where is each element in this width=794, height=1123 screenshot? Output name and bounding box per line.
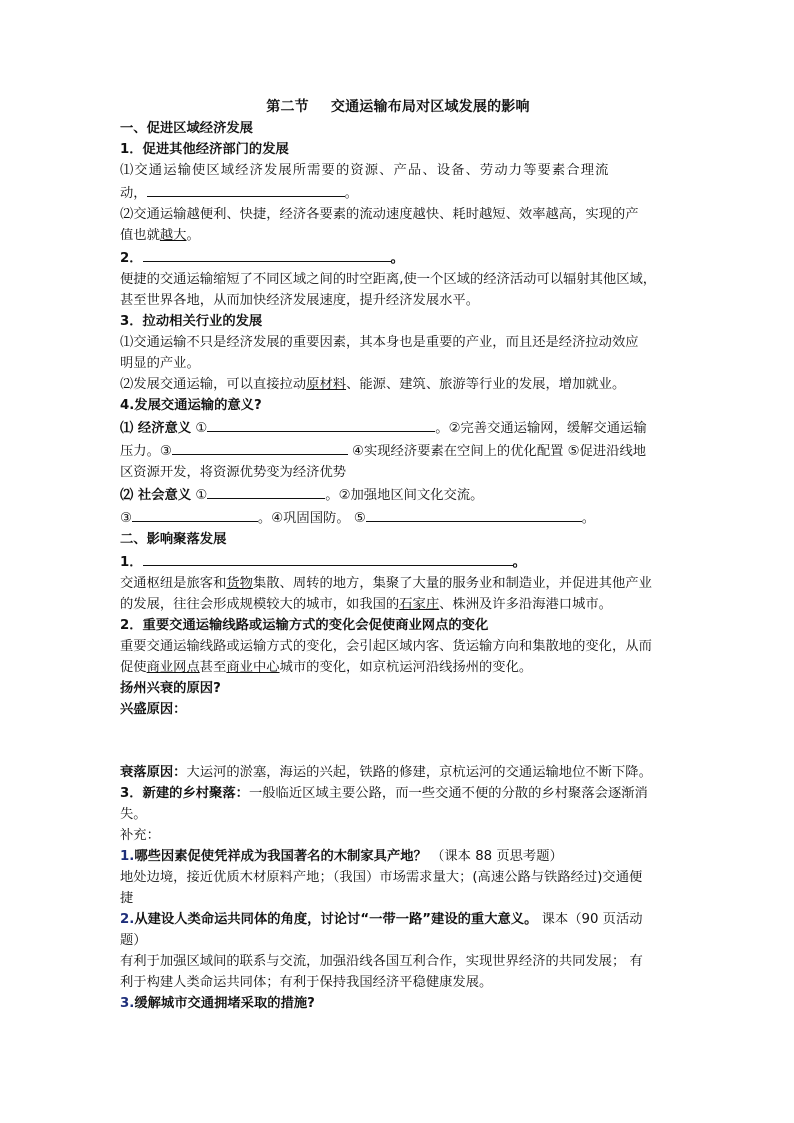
question-2: 题） [120,933,147,948]
paragraph: ⑴交通运输不只是经济发展的重要因素，其本身也是重要的产业，而且还是经济拉动效应 [120,335,639,350]
question-2: 2.从建设人类命运共同体的角度，讨论讨“一带一路”建设的重大意义。 课本（90 页活动 [120,912,643,927]
fill-blank[interactable] [366,506,582,522]
paragraph: 区资源开发，将资源优势变为经济优势 [120,465,347,480]
subheading-2-1: 1． 。 [120,550,676,573]
heading-1: 一、促进区域经济发展 [120,121,253,136]
subheading-2-2: 2．重要交通运输线路或运输方式的变化会促使商业网点的变化 [120,618,489,633]
paragraph: ⑴ 经济意义 ① 。②完善交通运输网，缓解交通运输 [120,416,676,439]
section-title: 交通运输布局对区域发展的影响 [330,99,530,115]
paragraph: ⑵交通运输越便利、快捷，经济各要素的流动速度越快、耗时越短、效率越高，实现的产 [120,207,639,222]
paragraph: 3．新建的乡村聚落：一般临近区域主要公路，而一些交通不便的分散的乡村聚落会逐渐消 [120,786,648,801]
paragraph: 明显的产业。 [120,356,200,371]
paragraph: 动， 。 [120,181,676,204]
paragraph: ⑵ 社会意义 ① 。②加强地区间文化交流。 [120,483,676,506]
fill-blank[interactable] [143,246,391,262]
question-3: 3.缓解城市交通拥堵采取的措施? [120,996,315,1011]
paragraph: ③ 。④巩固国防。 ⑤ 。 [120,506,676,529]
subheading-1-1: 1．促进其他经济部门的发展 [120,142,289,157]
question-1: 1.哪些因素促使凭祥成为我国著名的木制家具产地？ （课本 88 页思考题） [120,849,563,864]
subheading-1-4: 4.发展交通运输的意义? [120,398,262,413]
paragraph: 衰落原因：大运河的淤塞，海运的兴起，铁路的修建，京杭运河的交通运输地位不断下降。 [120,765,652,780]
answer-space [120,720,676,762]
heading-2: 二、影响聚落发展 [120,532,227,547]
paragraph: 促使商业网点甚至商业中心城市的变化，如京杭运河沿线扬州的变化。 [120,660,533,675]
paragraph: ⑵发展交通运输，可以直接拉动原材料、能源、建筑、旅游等行业的发展，增加就业。 [120,377,626,392]
section-number: 第二节 [266,99,309,115]
paragraph: 压力。③ ④实现经济要素在空间上的优化配置 ⑤促进沿线地 [120,439,676,462]
paragraph: ⑴交通运输使区域经济发展所需要的资源、产品、设备、劳动力等要素合理流 [120,163,610,178]
paragraph: 值也就越大。 [120,228,200,243]
paragraph: 交通枢纽是旅客和货物集散、周转的地方，集聚了大量的服务业和制造业，并促进其他产业 [120,576,652,591]
fill-blank[interactable] [172,439,348,455]
rise-reason-label: 兴盛原因： [120,702,187,717]
paragraph: 重要交通运输线路或运输方式的变化，会引起区域内客、货运输方向和集散地的变化，从而 [120,639,652,654]
paragraph: 便捷的交通运输缩短了不同区域之间的时空距离,使一个区域的经济活动可以辐射其他区域， [120,272,657,287]
supplement-label: 补充： [120,828,160,843]
subheading-1-2: 2． 。 [120,246,676,269]
fill-blank[interactable] [207,416,435,432]
subheading-1-3: 3．拉动相关行业的发展 [120,314,263,329]
fill-blank[interactable] [147,181,345,197]
answer-2: 利于构建人类命运共同体；有利于保持我国经济平稳健康发展。 [120,975,493,990]
paragraph: 的发展，往往会形成规模较大的城市，如我国的石家庄、株洲及许多沿海港口城市。 [120,597,612,612]
answer-1: 地处边境，接近优质木材原料产地；（我国）市场需求量大；(高速公路与铁路经过)交通便 [120,870,643,885]
answer-1: 捷 [120,891,134,906]
paragraph: 甚至世界各地，从而加快经济发展速度，提升经济发展水平。 [120,293,480,308]
paragraph: 失。 [120,807,147,822]
fill-blank[interactable] [143,550,513,566]
page-title [120,96,676,118]
fill-blank[interactable] [132,506,258,522]
question-yangzhou: 扬州兴衰的原因? [120,681,221,696]
answer-2: 有利于加强区域间的联系与交流，加强沿线各国互利合作，实现世界经济的共同发展； 有 [120,954,643,969]
worksheet-page [120,96,676,1014]
fill-blank[interactable] [207,483,325,499]
